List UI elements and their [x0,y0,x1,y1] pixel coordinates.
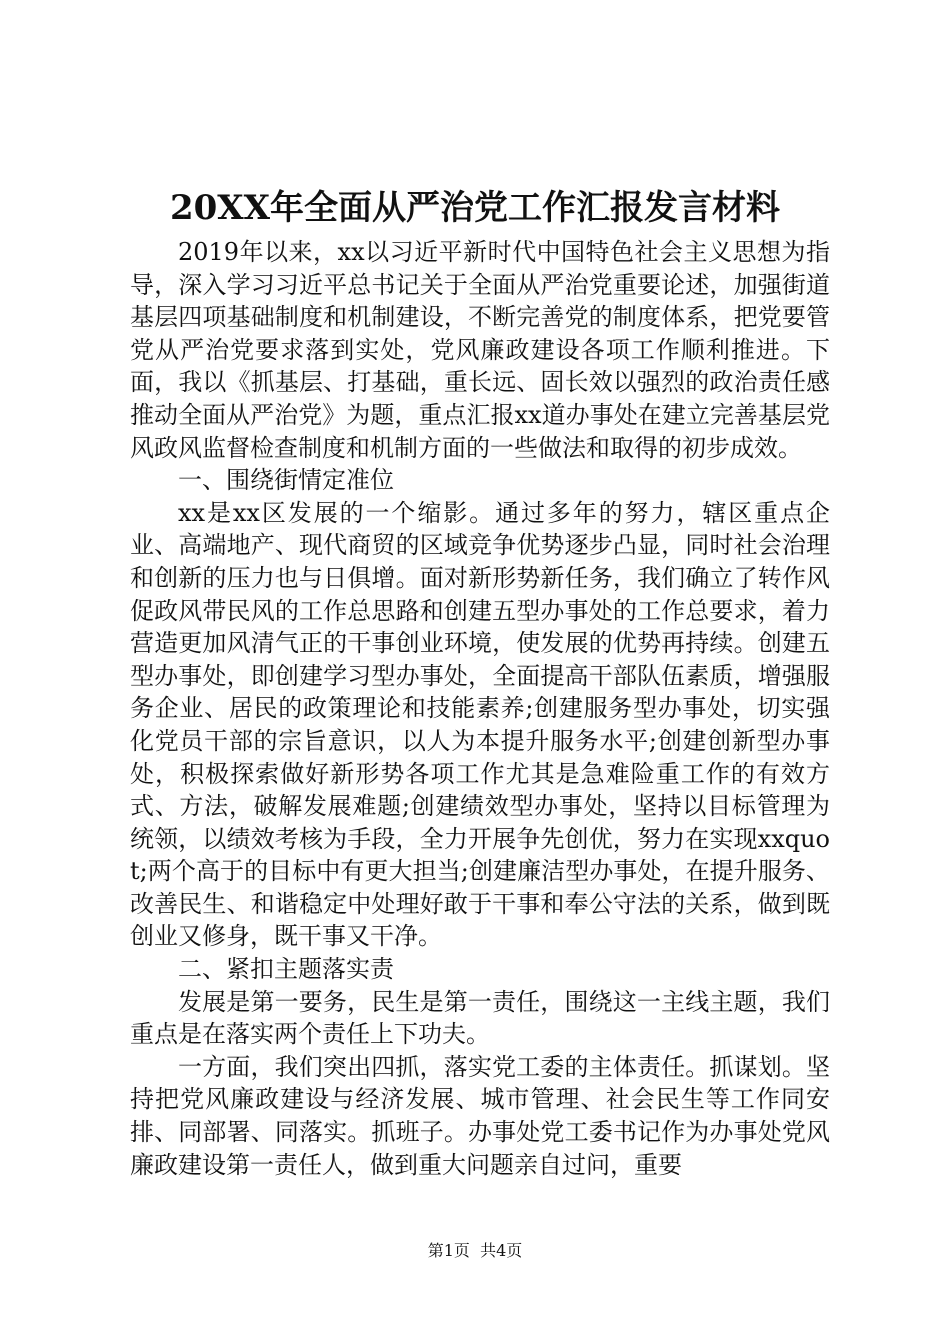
page-number: 第1页 [427,1241,470,1260]
document-body [130,236,830,1181]
section-heading-2: 二、紧扣主题落实责 [178,955,394,984]
page-total: 共4页 [480,1241,523,1260]
paragraph-section-2-detail: 一方面，我们突出四抓，落实党工委的主体责任。抓谋划。坚持把党风廉政建设与经济发展、城市管理、社会民生等工作同安排、同部署、同落实。抓班子。办事处党工委书记作为办事处党风廉政建设第一责任人，做到重大问题亲自过问，重要 [130,1052,830,1179]
paragraph-intro: 2019年以来，xx以习近平新时代中国特色社会主义思想为指导，深入学习习近平总书记关于全面从严治党重要论述，加强街道基层四项基础制度和机制建设，不断完善党的制度体系，把党要管党从严治党要求落到实处，党风廉政建设各项工作顺利推进。下面，我以《抓基层、打基础，重长远、固长效以强烈的政治责任感推动全面从严治党》为题，重点汇报xx道办事处在建立完善基层党风政风监督检查制度和机制方面的一些做法和取得的初步成效。 [130,238,830,462]
paragraph-section-2: 发展是第一要务，民生是第一责任，围绕这一主线主题，我们重点是在落实两个责任上下功夫。 [130,987,830,1049]
section-heading-1: 一、围绕街情定准位 [178,466,394,495]
document-title: 20XX年全面从严治党工作汇报发言材料 [169,188,781,228]
page-footer [0,1240,950,1262]
paragraph-section-1: xx是xx区发展的一个缩影。通过多年的努力，辖区重点企业、高端地产、现代商贸的区域竞争优势逐步凸显，同时社会治理和创新的压力也与日俱增。面对新形势新任务，我们确立了转作风促政风带民风的工作总思路和创建五型办事处的工作总要求，着力营造更加风清气正的干事创业环境，使发展的优势再持续。创建五型办事处，即创建学习型办事处，全面提高干部队伍素质，增强服务企业、居民的政策理论和技能素养;创建服务型办事处，切实强化党员干部的宗旨意识，以人为本提升服务水平;创建创新型办事处，积极探索做好新形势各项工作尤其是急难险重工作的有效方式、方法，破解发展难题;创建绩效型办事处，坚持以目标管理为统领，以绩效考核为手段，全力开展争先创优，努力在实现xxquot;两个高于的目标中有更大担当;创建廉洁型办事处，在提升服务、改善民生、和谐稳定中处理好敢于干事和奉公守法的关系，做到既创业又修身，既干事又干净。 [130,498,830,951]
